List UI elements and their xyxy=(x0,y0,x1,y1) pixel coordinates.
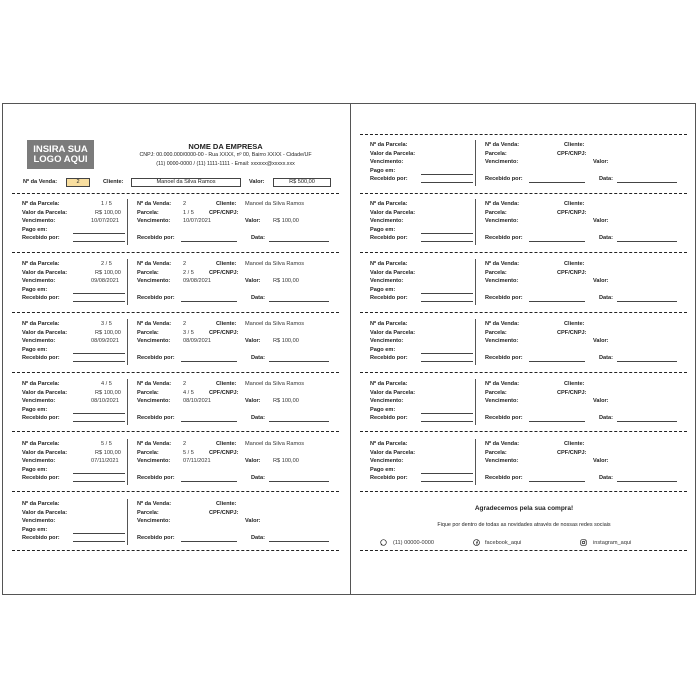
slip-separator xyxy=(360,431,687,432)
body-cpf-label: CPF/CNPJ: xyxy=(209,209,239,216)
body-valor-value: R$ 100,00 xyxy=(273,458,299,464)
body-recebido-label: Recebido por: xyxy=(137,475,175,481)
body-valor-value: R$ 100,00 xyxy=(273,398,299,404)
body-valor-label: Valor: xyxy=(593,338,609,344)
body-vencimento-label: Vencimento: xyxy=(485,278,519,284)
stub-recebido-label: Recebido por: xyxy=(22,415,60,421)
stub-vencimento-value: 10/07/2021 xyxy=(91,218,119,224)
body-cliente-label: Cliente: xyxy=(564,142,585,148)
body-parcela-label: Parcela: xyxy=(137,209,159,216)
stub-pago-label: Pago em: xyxy=(370,346,396,353)
body-cliente-label: Cliente: xyxy=(564,321,585,327)
stub-pago-label: Pago em: xyxy=(22,286,48,293)
stub-parcela-label: Nº da Parcela: xyxy=(370,201,408,207)
stub-valor-value: R$ 100,00 xyxy=(95,389,121,396)
stub-parcela-label: Nº da Parcela: xyxy=(370,261,408,267)
body-vencimento-label: Vencimento: xyxy=(485,159,519,165)
stub-pago-line xyxy=(73,353,125,354)
stub-pago-line xyxy=(73,293,125,294)
body-cliente-label: Cliente: xyxy=(216,381,237,387)
body-vencimento-label: Vencimento: xyxy=(485,338,519,344)
slip-separator xyxy=(12,193,339,194)
stub-pago-label: Pago em: xyxy=(370,466,396,473)
body-venda-label: Nº da Venda: xyxy=(137,261,172,267)
body-data-label: Data: xyxy=(251,415,265,421)
stub-pago-label: Pago em: xyxy=(370,226,396,233)
body-valor-label: Valor: xyxy=(245,278,261,284)
stub-recebido-label: Recebido por: xyxy=(370,415,408,421)
slip-separator xyxy=(360,252,687,253)
slip-separator xyxy=(360,134,687,135)
slip-vertical-separator xyxy=(127,499,128,545)
stub-valor-label: Valor da Parcela: xyxy=(370,269,416,276)
body-vencimento-label: Vencimento: xyxy=(137,278,171,284)
body-data-label: Data: xyxy=(251,295,265,301)
body-data-line xyxy=(617,481,677,482)
stub-pago-line xyxy=(421,293,473,294)
slip-vertical-separator xyxy=(127,199,128,245)
body-vencimento-label: Vencimento: xyxy=(137,398,171,404)
company-address: CNPJ: 00.000.000/0000-00 - Rua XXXX, nº 00, Bairro XXXX - Cidade/UF xyxy=(139,152,312,158)
body-cliente-label: Cliente: xyxy=(564,201,585,207)
body-data-line xyxy=(617,421,677,422)
slip-separator xyxy=(12,372,339,373)
stub-vencimento-label: Vencimento: xyxy=(370,398,404,404)
body-venda-value: 2 xyxy=(183,201,187,207)
body-data-line xyxy=(269,301,329,302)
body-parcela-label: Parcela: xyxy=(137,389,159,396)
stub-valor-label: Valor da Parcela: xyxy=(22,449,68,456)
body-cliente-label: Cliente: xyxy=(564,261,585,267)
slip-separator xyxy=(360,312,687,313)
stub-recebido-label: Recebido por: xyxy=(370,355,408,361)
stub-parcela-value: 2 / 5 xyxy=(101,261,112,267)
stub-vencimento-label: Vencimento: xyxy=(22,278,56,284)
body-cliente-value: Manoel da Silva Ramos xyxy=(245,261,305,267)
stub-pago-line xyxy=(421,413,473,414)
body-data-label: Data: xyxy=(251,475,265,481)
body-valor-label: Valor: xyxy=(245,338,261,344)
slip-separator xyxy=(12,252,339,253)
stub-vencimento-label: Vencimento: xyxy=(370,278,404,284)
stub-pago-label: Pago em: xyxy=(22,526,48,533)
body-parcela-label: Parcela: xyxy=(485,150,507,157)
slip-separator xyxy=(360,491,687,492)
body-recebido-line xyxy=(181,541,237,542)
body-vencimento-label: Vencimento: xyxy=(485,218,519,224)
company-contact: (11) 0000-0000 / (11) 1111-1111 - Email: xxxxxx@xxxxx.xxx xyxy=(156,161,295,167)
facebook-icon xyxy=(473,539,480,546)
body-recebido-line xyxy=(529,241,585,242)
slip-vertical-separator xyxy=(127,319,128,365)
body-valor-label: Valor: xyxy=(593,398,609,404)
stub-pago-line xyxy=(73,533,125,534)
body-cliente-label: Cliente: xyxy=(564,441,585,447)
stub-pago-line xyxy=(73,413,125,414)
sale-number-box: 2 xyxy=(66,178,90,187)
stub-vencimento-label: Vencimento: xyxy=(22,458,56,464)
total-box: R$ 500,00 xyxy=(273,178,331,187)
body-valor-label: Valor: xyxy=(593,218,609,224)
body-data-line xyxy=(617,361,677,362)
instagram-icon xyxy=(580,539,587,546)
body-valor-label: Valor: xyxy=(245,458,261,464)
stub-pago-label: Pago em: xyxy=(370,167,396,174)
stub-pago-line xyxy=(73,233,125,234)
stub-valor-label: Valor da Parcela: xyxy=(22,329,68,336)
body-parcela-label: Parcela: xyxy=(137,269,159,276)
stub-vencimento-label: Vencimento: xyxy=(22,338,56,344)
body-recebido-label: Recebido por: xyxy=(485,415,523,421)
body-cpf-label: CPF/CNPJ: xyxy=(209,329,239,336)
slip-vertical-separator xyxy=(475,199,476,245)
body-data-line xyxy=(269,481,329,482)
body-venda-label: Nº da Venda: xyxy=(137,441,172,447)
instagram-handle: instagram_aqui xyxy=(593,540,632,546)
body-venda-label: Nº da Venda: xyxy=(137,381,172,387)
stub-recebido-line xyxy=(421,481,473,482)
stub-parcela-label: Nº da Parcela: xyxy=(22,321,60,327)
body-data-label: Data: xyxy=(251,535,265,541)
company-name: NOME DA EMPRESA xyxy=(188,142,263,151)
stub-vencimento-value: 07/11/2021 xyxy=(91,458,119,464)
slip-separator xyxy=(360,193,687,194)
stub-pago-line xyxy=(421,174,473,175)
body-cpf-label: CPF/CNPJ: xyxy=(209,389,239,396)
body-cliente-value: Manoel da Silva Ramos xyxy=(245,381,305,387)
slip-separator xyxy=(12,550,339,551)
body-vencimento-label: Vencimento: xyxy=(485,398,519,404)
body-venda-value: 2 xyxy=(183,441,187,447)
slip-separator xyxy=(12,491,339,492)
body-cliente-value: Manoel da Silva Ramos xyxy=(245,201,305,207)
stub-recebido-label: Recebido por: xyxy=(22,295,60,301)
body-recebido-line xyxy=(529,421,585,422)
body-valor-label: Valor: xyxy=(245,518,261,524)
body-recebido-line xyxy=(181,301,237,302)
slip-vertical-separator xyxy=(127,379,128,425)
stub-recebido-line xyxy=(73,361,125,362)
logo-line-1: INSIRA SUA xyxy=(33,143,88,155)
stub-recebido-line xyxy=(421,361,473,362)
client-label: Cliente: xyxy=(103,179,124,185)
body-valor-label: Valor: xyxy=(245,398,261,404)
body-data-label: Data: xyxy=(599,235,613,241)
stub-pago-line xyxy=(421,233,473,234)
body-venda-label: Nº da Venda: xyxy=(485,381,520,387)
body-venda-value: 2 xyxy=(183,321,187,327)
body-parcela-label: Parcela: xyxy=(485,209,507,216)
stub-recebido-line xyxy=(421,301,473,302)
stub-pago-line xyxy=(421,473,473,474)
body-vencimento-value: 08/09/2021 xyxy=(183,338,211,344)
stub-recebido-line xyxy=(73,421,125,422)
body-vencimento-label: Vencimento: xyxy=(137,338,171,344)
body-valor-label: Valor: xyxy=(593,278,609,284)
body-cliente-label: Cliente: xyxy=(216,441,237,447)
stub-valor-label: Valor da Parcela: xyxy=(370,449,416,456)
body-data-label: Data: xyxy=(599,415,613,421)
slip-vertical-separator xyxy=(475,379,476,425)
body-recebido-label: Recebido por: xyxy=(137,535,175,541)
body-data-line xyxy=(269,241,329,242)
body-cpf-label: CPF/CNPJ: xyxy=(557,269,587,276)
stub-recebido-line xyxy=(73,241,125,242)
client-box: Manoel da Silva Ramos xyxy=(131,178,241,187)
body-data-label: Data: xyxy=(251,355,265,361)
stub-valor-label: Valor da Parcela: xyxy=(22,389,68,396)
slip-vertical-separator xyxy=(475,439,476,485)
slip-vertical-separator xyxy=(475,319,476,365)
body-venda-label: Nº da Venda: xyxy=(137,201,172,207)
body-venda-label: Nº da Venda: xyxy=(485,321,520,327)
stub-parcela-label: Nº da Parcela: xyxy=(22,381,60,387)
slip-separator xyxy=(360,372,687,373)
body-recebido-line xyxy=(529,361,585,362)
body-data-line xyxy=(617,182,677,183)
body-recebido-line xyxy=(181,241,237,242)
stub-parcela-label: Nº da Parcela: xyxy=(22,201,60,207)
body-parcela-label: Parcela: xyxy=(137,449,159,456)
body-venda-label: Nº da Venda: xyxy=(137,321,172,327)
body-recebido-label: Recebido por: xyxy=(485,176,523,182)
slip-separator xyxy=(12,312,339,313)
stub-valor-label: Valor da Parcela: xyxy=(22,209,68,216)
body-recebido-label: Recebido por: xyxy=(485,235,523,241)
body-cpf-label: CPF/CNPJ: xyxy=(209,509,239,516)
body-data-label: Data: xyxy=(599,295,613,301)
total-label: Valor: xyxy=(249,179,265,185)
body-parcela-label: Parcela: xyxy=(485,449,507,456)
stub-valor-label: Valor da Parcela: xyxy=(370,150,416,157)
body-data-line xyxy=(269,421,329,422)
body-vencimento-label: Vencimento: xyxy=(137,218,171,224)
body-cliente-label: Cliente: xyxy=(216,321,237,327)
body-cliente-value: Manoel da Silva Ramos xyxy=(245,321,305,327)
body-recebido-label: Recebido por: xyxy=(485,475,523,481)
stub-valor-label: Valor da Parcela: xyxy=(370,329,416,336)
body-valor-value: R$ 100,00 xyxy=(273,278,299,284)
body-venda-label: Nº da Venda: xyxy=(485,201,520,207)
slip-vertical-separator xyxy=(127,439,128,485)
stub-valor-label: Valor da Parcela: xyxy=(370,389,416,396)
logo-line-2: LOGO AQUI xyxy=(33,153,88,165)
slip-separator xyxy=(360,550,687,551)
stub-pago-label: Pago em: xyxy=(370,406,396,413)
stub-parcela-label: Nº da Parcela: xyxy=(22,261,60,267)
stub-valor-value: R$ 100,00 xyxy=(95,209,121,216)
body-vencimento-value: 07/11/2021 xyxy=(183,458,211,464)
stub-parcela-label: Nº da Parcela: xyxy=(370,441,408,447)
body-cpf-label: CPF/CNPJ: xyxy=(557,209,587,216)
body-recebido-label: Recebido por: xyxy=(485,295,523,301)
body-recebido-label: Recebido por: xyxy=(137,235,175,241)
slip-separator xyxy=(12,431,339,432)
follow-message: Fique por dentro de todas as novidades através de nossas redes sociais xyxy=(437,522,611,528)
body-data-label: Data: xyxy=(599,176,613,182)
stub-pago-label: Pago em: xyxy=(22,406,48,413)
stub-parcela-value: 4 / 5 xyxy=(101,381,112,387)
body-venda-label: Nº da Venda: xyxy=(485,142,520,148)
page-divider xyxy=(350,104,351,594)
body-parcela-label: Parcela: xyxy=(485,389,507,396)
stub-recebido-line xyxy=(421,241,473,242)
body-venda-label: Nº da Venda: xyxy=(137,501,172,507)
stub-recebido-label: Recebido por: xyxy=(22,475,60,481)
body-cpf-label: CPF/CNPJ: xyxy=(557,449,587,456)
body-cpf-label: CPF/CNPJ: xyxy=(557,150,587,157)
body-cliente-label: Cliente: xyxy=(216,201,237,207)
stub-recebido-label: Recebido por: xyxy=(370,295,408,301)
body-cpf-label: CPF/CNPJ: xyxy=(209,449,239,456)
body-valor-label: Valor: xyxy=(593,159,609,165)
body-venda-label: Nº da Venda: xyxy=(485,261,520,267)
stub-recebido-line xyxy=(73,541,125,542)
body-cliente-value: Manoel da Silva Ramos xyxy=(245,441,305,447)
stub-valor-value: R$ 100,00 xyxy=(95,449,121,456)
stub-valor-label: Valor da Parcela: xyxy=(370,209,416,216)
stub-pago-label: Pago em: xyxy=(22,466,48,473)
stub-recebido-label: Recebido por: xyxy=(370,475,408,481)
body-parcela-value: 3 / 5 xyxy=(183,329,194,336)
body-parcela-label: Parcela: xyxy=(485,269,507,276)
body-parcela-value: 4 / 5 xyxy=(183,389,194,396)
stub-recebido-label: Recebido por: xyxy=(22,355,60,361)
stub-valor-label: Valor da Parcela: xyxy=(22,269,68,276)
stub-vencimento-label: Vencimento: xyxy=(370,159,404,165)
stub-vencimento-value: 09/08/2021 xyxy=(91,278,119,284)
body-recebido-line xyxy=(181,481,237,482)
body-vencimento-value: 10/07/2021 xyxy=(183,218,211,224)
body-valor-value: R$ 100,00 xyxy=(273,218,299,224)
stub-parcela-label: Nº da Parcela: xyxy=(22,441,60,447)
stub-parcela-label: Nº da Parcela: xyxy=(370,381,408,387)
stub-vencimento-value: 08/10/2021 xyxy=(91,398,119,404)
body-recebido-line xyxy=(181,421,237,422)
body-data-label: Data: xyxy=(599,475,613,481)
stub-parcela-value: 5 / 5 xyxy=(101,441,112,447)
body-data-line xyxy=(269,361,329,362)
stub-vencimento-label: Vencimento: xyxy=(370,458,404,464)
stub-parcela-value: 1 / 5 xyxy=(101,201,112,207)
stub-vencimento-value: 08/09/2021 xyxy=(91,338,119,344)
body-parcela-label: Parcela: xyxy=(485,329,507,336)
body-venda-label: Nº da Venda: xyxy=(485,441,520,447)
whatsapp-number: (11) 00000-0000 xyxy=(393,540,434,546)
body-data-line xyxy=(617,241,677,242)
slip-vertical-separator xyxy=(475,259,476,305)
stub-recebido-label: Recebido por: xyxy=(22,535,60,541)
body-recebido-label: Recebido por: xyxy=(485,355,523,361)
facebook-handle: facebook_aqui xyxy=(485,540,522,546)
stub-recebido-line xyxy=(73,301,125,302)
stub-valor-value: R$ 100,00 xyxy=(95,269,121,276)
stub-pago-label: Pago em: xyxy=(370,286,396,293)
body-parcela-value: 5 / 5 xyxy=(183,449,194,456)
body-cpf-label: CPF/CNPJ: xyxy=(557,329,587,336)
body-recebido-line xyxy=(529,301,585,302)
stub-parcela-label: Nº da Parcela: xyxy=(370,321,408,327)
stub-pago-line xyxy=(421,353,473,354)
stub-recebido-line xyxy=(421,182,473,183)
body-data-label: Data: xyxy=(251,235,265,241)
body-recebido-line xyxy=(529,182,585,183)
stub-recebido-label: Recebido por: xyxy=(370,176,408,182)
stub-vencimento-label: Vencimento: xyxy=(22,218,56,224)
stub-recebido-label: Recebido por: xyxy=(370,235,408,241)
body-data-line xyxy=(617,301,677,302)
stub-pago-label: Pago em: xyxy=(22,346,48,353)
body-data-line xyxy=(269,541,329,542)
stub-valor-value: R$ 100,00 xyxy=(95,329,121,336)
stub-parcela-label: Nº da Parcela: xyxy=(22,501,60,507)
body-cliente-label: Cliente: xyxy=(216,501,237,507)
body-venda-value: 2 xyxy=(183,381,187,387)
body-recebido-label: Recebido por: xyxy=(137,295,175,301)
stub-pago-label: Pago em: xyxy=(22,226,48,233)
stub-recebido-line xyxy=(73,481,125,482)
body-venda-value: 2 xyxy=(183,261,187,267)
body-recebido-line xyxy=(181,361,237,362)
stub-recebido-label: Recebido por: xyxy=(22,235,60,241)
body-vencimento-value: 08/10/2021 xyxy=(183,398,211,404)
body-recebido-line xyxy=(529,481,585,482)
body-vencimento-label: Vencimento: xyxy=(485,458,519,464)
whatsapp-icon xyxy=(380,539,387,546)
stub-vencimento-label: Vencimento: xyxy=(22,398,56,404)
body-data-label: Data: xyxy=(599,355,613,361)
body-cpf-label: CPF/CNPJ: xyxy=(209,269,239,276)
body-valor-label: Valor: xyxy=(593,458,609,464)
slip-vertical-separator xyxy=(127,259,128,305)
body-valor-label: Valor: xyxy=(245,218,261,224)
body-parcela-value: 2 / 5 xyxy=(183,269,194,276)
body-parcela-value: 1 / 5 xyxy=(183,209,194,216)
stub-parcela-label: Nº da Parcela: xyxy=(370,142,408,148)
thanks-message: Agradecemos pela sua compra! xyxy=(474,505,574,512)
stub-parcela-value: 3 / 5 xyxy=(101,321,112,327)
stub-vencimento-label: Vencimento: xyxy=(22,518,56,524)
body-recebido-label: Recebido por: xyxy=(137,415,175,421)
body-cliente-label: Cliente: xyxy=(216,261,237,267)
body-parcela-label: Parcela: xyxy=(137,509,159,516)
slip-vertical-separator xyxy=(475,140,476,186)
body-parcela-label: Parcela: xyxy=(137,329,159,336)
stub-pago-line xyxy=(73,473,125,474)
logo-placeholder xyxy=(27,140,94,169)
body-valor-value: R$ 100,00 xyxy=(273,338,299,344)
body-cliente-label: Cliente: xyxy=(564,381,585,387)
stub-valor-label: Valor da Parcela: xyxy=(22,509,68,516)
body-cpf-label: CPF/CNPJ: xyxy=(557,389,587,396)
body-vencimento-label: Vencimento: xyxy=(137,458,171,464)
carne-sheet xyxy=(2,103,696,595)
stub-recebido-line xyxy=(421,421,473,422)
stub-vencimento-label: Vencimento: xyxy=(370,338,404,344)
sale-number-label: Nº da Venda: xyxy=(23,179,58,185)
body-vencimento-label: Vencimento: xyxy=(137,518,171,524)
stub-vencimento-label: Vencimento: xyxy=(370,218,404,224)
body-vencimento-value: 09/08/2021 xyxy=(183,278,211,284)
body-recebido-label: Recebido por: xyxy=(137,355,175,361)
